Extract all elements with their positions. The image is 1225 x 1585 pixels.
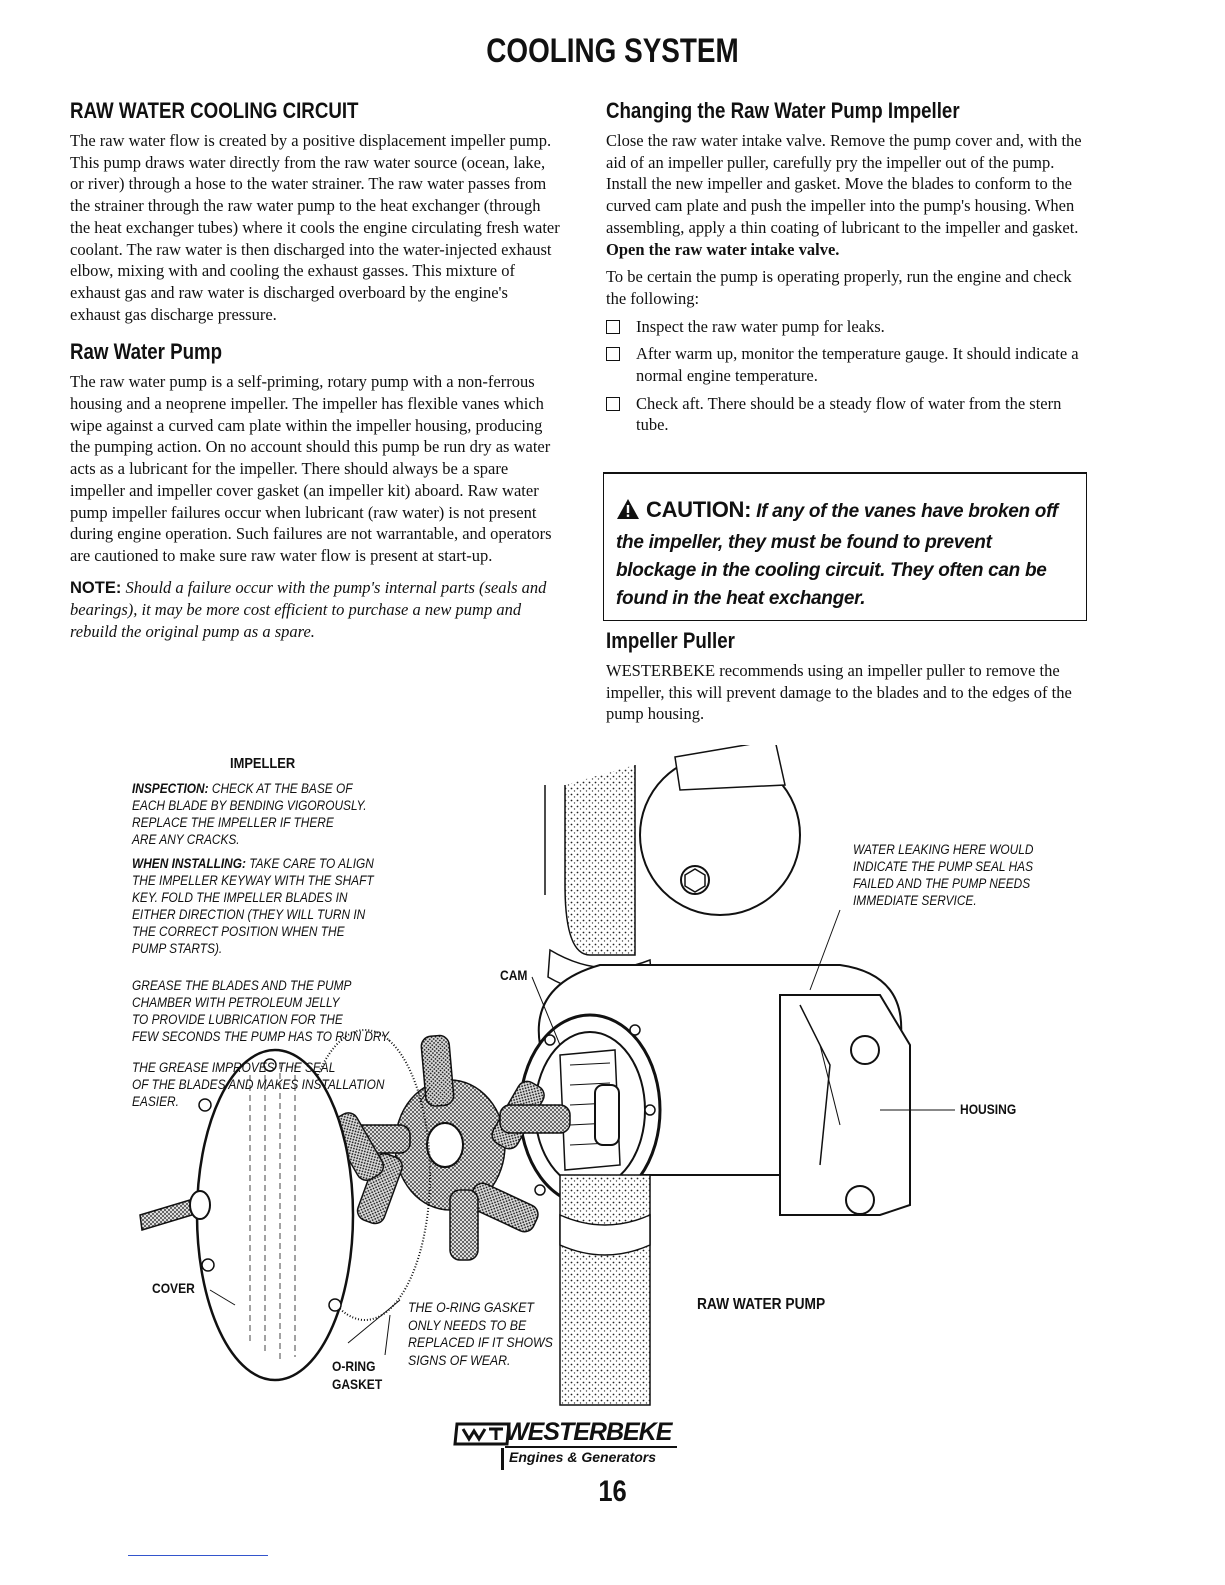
raw-water-pump-title: RAW WATER PUMP xyxy=(697,1296,826,1313)
checklist-item xyxy=(606,393,1086,436)
mount-bolt-upper xyxy=(851,1036,879,1064)
grease-line: CHAMBER WITH PETROLEUM JELLY xyxy=(132,995,340,1010)
gasket-label: GASKET xyxy=(332,1376,383,1392)
caution-text: If any of the vanes have broken off the impeller, they must be found to prevent blockage in the cooling circuit. They often can be found in the heat exchanger. xyxy=(616,501,1058,609)
o-ring-label: O-RING xyxy=(332,1358,376,1374)
cam-label: CAM xyxy=(500,967,528,983)
checkbox-icon xyxy=(606,347,620,361)
raw-water-pump-diagram xyxy=(120,745,1080,1425)
impeller-title: IMPELLER xyxy=(230,755,296,772)
checklist-item-text: Inspect the raw water pump for leaks. xyxy=(636,316,885,336)
installing-line: THE IMPELLER KEYWAY WITH THE SHAFT xyxy=(132,873,374,888)
inspection-line: EACH BLADE BY BENDING VIGOROUSLY. xyxy=(132,798,367,813)
checklist-item-text: After warm up, monitor the temperature gauge. It should indicate a normal engine temperature. xyxy=(636,344,1079,386)
checklist-item xyxy=(606,343,1086,386)
mount-bolt-lower xyxy=(846,1186,874,1214)
upper-hose xyxy=(565,765,635,955)
inspection-line: CHECK AT THE BASE OF xyxy=(211,781,353,796)
seal-line: EASIER. xyxy=(132,1094,179,1109)
water-leak-line: IMMEDIATE SERVICE. xyxy=(853,893,977,908)
installing-note xyxy=(132,855,374,957)
mounting-plate xyxy=(780,995,910,1215)
logo-brand: WESTERBEKE xyxy=(505,1418,677,1448)
paragraph-cooling-circuit: The raw water flow is created by a positive displacement impeller pump. This pump draws water directly from the raw water source (ocean, lake, or river) through a hose to the water strainer. The raw water passes from the strainer through the raw water pump to the heat exchanger (through the heat exchanger tubes) where it cools the engine circulating fresh water coolant. The raw water is then discharged into the water-injected exhaust elbow, mixing with and cooling the exhaust gasses. This mixture of exhaust gas and raw water is discharged overboard by the engine's exhaust gas discharge pressure. xyxy=(70,131,560,324)
o-ring-gasket-label xyxy=(332,1357,382,1393)
o-ring-note-line: ONLY NEEDS TO BE xyxy=(408,1316,527,1333)
checkbox-icon xyxy=(606,397,620,411)
water-leak-line: INDICATE THE PUMP SEAL HAS xyxy=(853,859,1034,874)
installing-line: KEY. FOLD THE IMPELLER BLADES IN xyxy=(132,890,348,905)
lower-hose xyxy=(560,1175,650,1405)
water-leak-note xyxy=(853,841,1033,909)
paragraph-check-following: To be certain the pump is operating properly, run the engine and check the following: xyxy=(606,267,1072,308)
westerbeke-logo-icon xyxy=(453,1420,513,1450)
paragraph-changing-impeller xyxy=(606,130,1086,260)
installing-line: THE CORRECT POSITION WHEN THE xyxy=(132,924,345,939)
grease-line: GREASE THE BLADES AND THE PUMP xyxy=(132,978,352,993)
checklist-item-text: Check aft. There should be a steady flow of water from the stern tube. xyxy=(636,393,1062,435)
water-leak-line: FAILED AND THE PUMP NEEDS xyxy=(853,876,1031,891)
checkbox-icon xyxy=(606,320,620,334)
left-column xyxy=(70,98,560,655)
caution-content xyxy=(616,496,1076,613)
caution-label: CAUTION: xyxy=(646,497,752,522)
shaft xyxy=(595,1085,619,1145)
grease-line: FEW SECONDS THE PUMP HAS TO RUN DRY. xyxy=(132,1029,392,1044)
installing-line: TAKE CARE TO ALIGN xyxy=(249,856,374,871)
cover-label: COVER xyxy=(152,1280,195,1296)
right-column xyxy=(606,98,1086,448)
paragraph-impeller-puller: WESTERBEKE recommends using an impeller puller to remove the impeller, this will prevent damage to the blades and to the edges of the pump housing. xyxy=(606,661,1072,724)
inspection-label: INSPECTION: xyxy=(132,781,209,796)
page-title: COOLING SYSTEM xyxy=(486,32,739,70)
inspection-note xyxy=(132,780,367,848)
page-number: 16 xyxy=(598,1475,627,1508)
note-paragraph xyxy=(70,577,560,643)
grease-note xyxy=(132,977,391,1045)
section-heading-raw-water-cooling-circuit: RAW WATER COOLING CIRCUIT xyxy=(70,98,359,123)
paragraph-raw-water-pump: The raw water pump is a self-priming, rotary pump with a non-ferrous housing and a neoprene impeller. The impeller has flexible vanes which wipe against a curved cam plate within the impeller housing, producing the pumping action. On no account should this pump be run dry as water acts as a lubricant for the impeller. There should always be a spare impeller and impeller cover gasket (an impeller kit) aboard. Raw water pump impeller failures occur when lubricant (raw water) is not present during engine operation. Such failures are not warrantable, and operators are cautioned to make sure raw water flow is present at start-up. xyxy=(70,372,552,565)
seal-line: THE GREASE IMPROVES THE SEAL xyxy=(132,1060,336,1075)
caution-box xyxy=(603,472,1087,621)
grease-line: TO PROVIDE LUBRICATION FOR THE xyxy=(132,1012,343,1027)
installing-line: EITHER DIRECTION (THEY WILL TURN IN xyxy=(132,907,366,922)
checklist xyxy=(606,316,1086,437)
section-heading-impeller-puller: Impeller Puller xyxy=(606,628,735,653)
inspection-line: ARE ANY CRACKS. xyxy=(132,832,240,847)
installing-line: PUMP STARTS). xyxy=(132,941,223,956)
seal-note xyxy=(132,1059,384,1110)
warning-triangle-icon xyxy=(616,498,640,529)
open-valve-instruction: Open the raw water intake valve. xyxy=(606,239,840,259)
note-text: Should a failure occur with the pump's internal parts (seals and bearings), it may be more cost efficient to purchase a new pump and rebuild the original pump as a spare. xyxy=(70,577,547,642)
paragraph-changing-impeller-text: Close the raw water intake valve. Remove the pump cover and, with the aid of an impeller puller, carefully pry the impeller out of the pump. Install the new impeller and gasket. Move the blades to conform to the curved cam plate and push the impeller into the pump's housing. When assembling, apply a thin coating of lubricant to the impeller and gasket. xyxy=(606,131,1082,237)
westerbeke-logo xyxy=(453,1418,713,1470)
checklist-item xyxy=(606,316,1086,338)
footer-rule xyxy=(128,1555,268,1556)
logo-tagline: Engines & Generators xyxy=(509,1449,657,1465)
o-ring-note-line: REPLACED IF IT SHOWS xyxy=(408,1334,553,1350)
impeller-puller-section xyxy=(606,628,1086,737)
section-heading-changing-impeller: Changing the Raw Water Pump Impeller xyxy=(606,98,960,123)
section-heading-raw-water-pump: Raw Water Pump xyxy=(70,339,223,365)
housing-label: HOUSING xyxy=(960,1101,1017,1117)
o-ring-note xyxy=(408,1299,553,1369)
note-label: NOTE: xyxy=(70,578,122,597)
o-ring-note-line: THE O-RING GASKET xyxy=(408,1299,534,1315)
o-ring-note-line: SIGNS OF WEAR. xyxy=(408,1351,511,1368)
water-leak-line: WATER LEAKING HERE WOULD xyxy=(853,842,1034,857)
seal-line: OF THE BLADES AND MAKES INSTALLATION xyxy=(132,1077,385,1092)
inspection-line: REPLACE THE IMPELLER IF THERE xyxy=(132,815,334,830)
installing-label: WHEN INSTALLING: xyxy=(132,856,246,871)
